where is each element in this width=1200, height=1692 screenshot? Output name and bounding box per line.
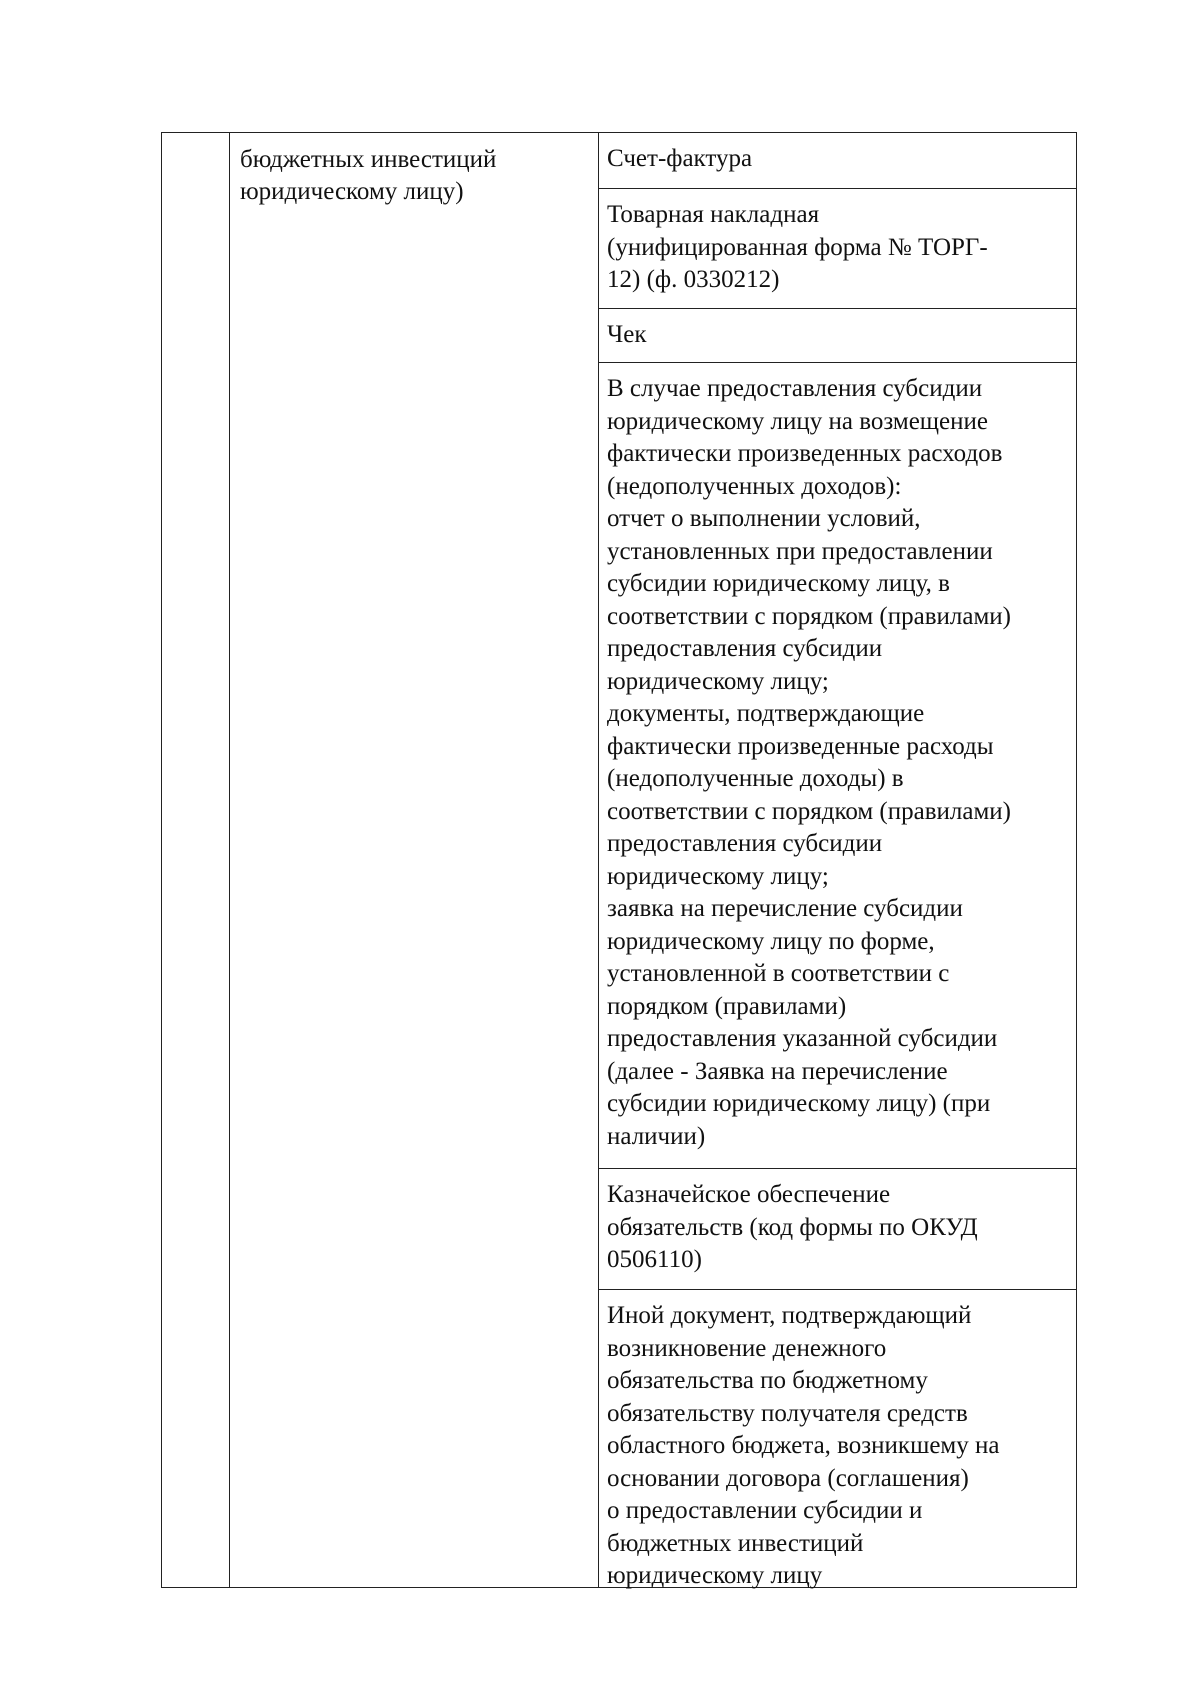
document-cell-invoice: Счет-фактура bbox=[599, 133, 1076, 189]
operation-description-text: бюджетных инвестиций юридическому лицу) bbox=[240, 146, 497, 205]
document-cell-receipt: Чек bbox=[599, 309, 1076, 363]
document-cell-subsidy-reimbursement: В случае предоставления субсидии юридическому лицу на возмещение фактически произведенных расходов (недополученных доходов): отчет о выполнении условий, установленных при предоставлении субсидии юридическому лицу, в соответствии с порядком (правилами) предоставления субсидии юридическому лицу; документы, подтверждающие фактически произведенные расходы (недополученные доходы) в соответствии с порядком (правилами) предоставления субсидии юридическому лицу; заявка на перечисление субсидии юридическому лицу по форме, установленной в соответствии с порядком (правилами) предоставления указанной субсидии (далее - Заявка на перечисление субсидии юридическому лицу) (при наличии) bbox=[599, 363, 1076, 1169]
document-cell-treasury-security: Казначейское обеспечение обязательств (код формы по ОКУД 0506110) bbox=[599, 1169, 1076, 1290]
table-documents-column bbox=[599, 133, 1076, 1587]
table-description-column bbox=[230, 133, 599, 1587]
table-number-column bbox=[162, 133, 230, 1587]
document-cell-other-document: Иной документ, подтверждающий возникновение денежного обязательства по бюджетному обязательству получателя средств областного бюджета, возникшему на основании договора (соглашения) о предоставлении субсидии и бюджетных инвестиций юридическому лицу bbox=[607, 1302, 1000, 1589]
documents-table bbox=[161, 132, 1077, 1588]
document-cell-waybill: Товарная накладная (унифицированная форма № ТОРГ- 12) (ф. 0330212) bbox=[599, 189, 1076, 309]
